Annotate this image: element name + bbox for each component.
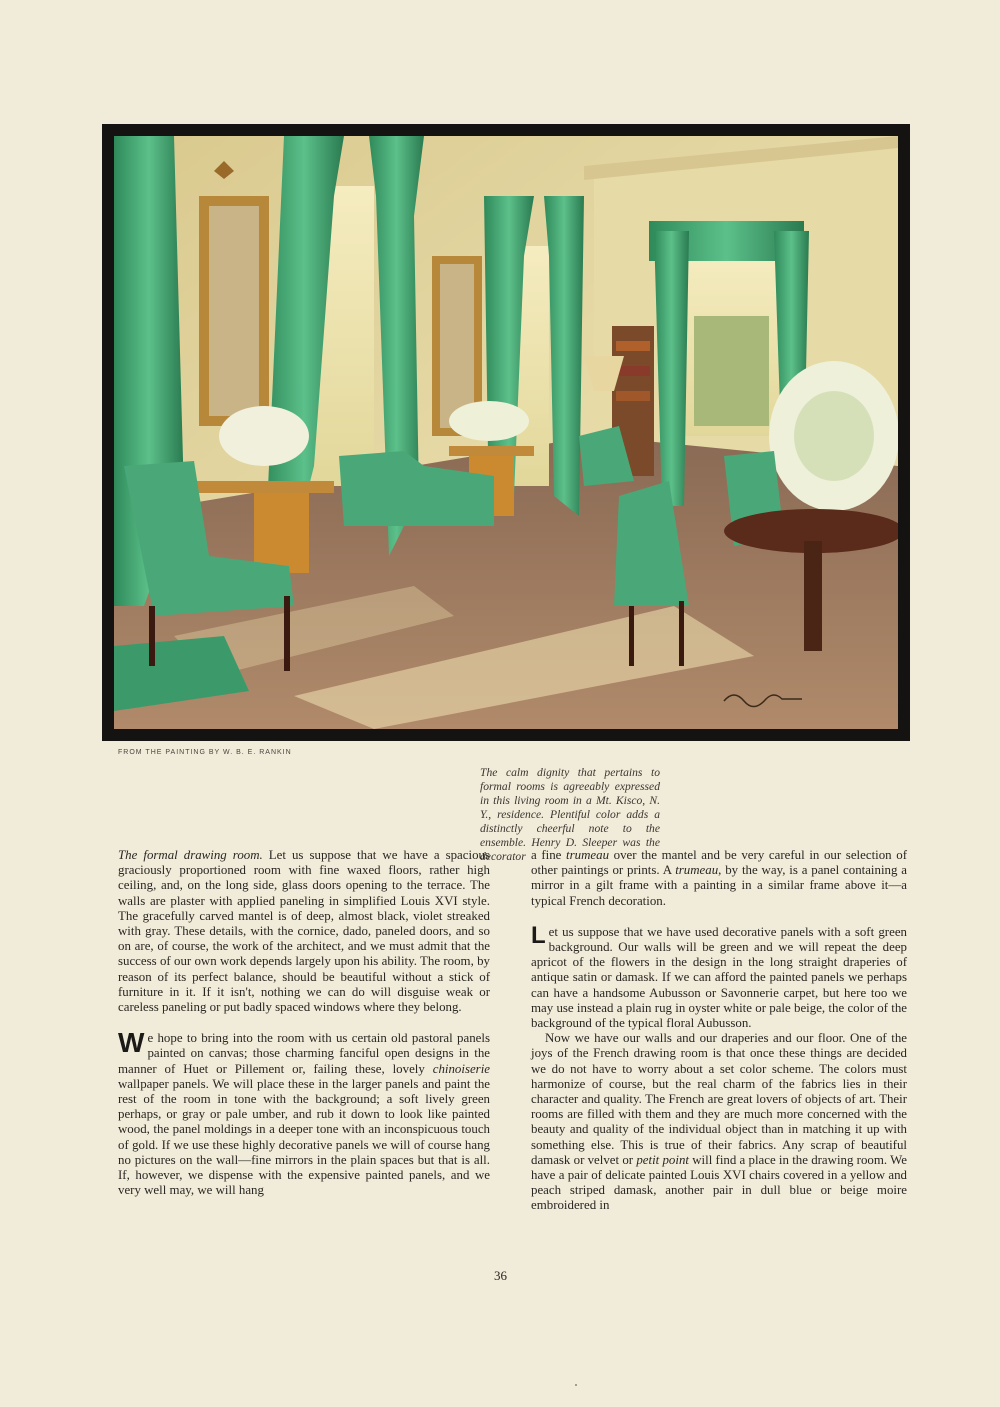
italic-term: chinoiserie (432, 1061, 490, 1076)
paragraph (531, 848, 907, 909)
left-column (118, 848, 490, 1198)
paragraph-text: e hope to bring into the room with us certain old pastoral panels painted on canvas; those charming fanciful open designs in the manner of Huet or Pillement or, failing these, lovely (118, 1031, 490, 1076)
paragraph (118, 848, 490, 1015)
right-column (531, 848, 907, 1214)
paragraph-text: a fine (531, 848, 567, 862)
illustration-frame (102, 124, 910, 741)
illustration-credit: FROM THE PAINTING BY W. B. E. RANKIN (118, 749, 292, 756)
drawing-room-painting (114, 136, 898, 729)
paper-speck (575, 1384, 577, 1386)
paragraph-text: Now we have our walls and our draperies and our floor. One of the joys of the French drawing room is that once these things are decided we do not have to worry about a set color scheme. The colors must harmonize of course, but the real charm of the fabrics lies in their character and quality. The French are great lovers of objects of art. Their rooms are filled with them and they are much more concerned with the beauty and quality of the individual object than in matching it up with something else. This is true of their fabrics. Any scrap of beautiful damask or velvet or (531, 1031, 907, 1167)
drop-cap: W (118, 1027, 145, 1059)
drop-cap: L (531, 921, 546, 949)
paragraph-text: et us suppose that we have used decorative panels with a soft green background. Our walls will be green and we will repeat the deep apricot of the flowers in the design in the long straight draperies of antique satin or damask. If we can afford the painted panels we perhaps can have a handsome Aubusson or Savonnerie carpet, but here too we may use instead a plain rug in oyster white or pale beige, the color of the background of the typical floral Aubusson. (531, 924, 907, 1031)
paragraph-text: wallpaper panels. We will place these in the larger panels and paint the rest of the room in tone with the background; a soft lively green perhaps, or gray or pale umber, and rub it down to look like painted wood, the panel moldings in a deeper tone with an inconspicuous touch of gold. If we use these highly decorative panels we will of course hang no pictures on the wall—fine mirrors in the plain spaces but that is all. If, however, we dispense with the expensive painted panels, and we very well may, we will hang (118, 1076, 490, 1198)
paragraph (531, 1031, 907, 1213)
paragraph-text: , by the way, is a panel containing a mirror in a gilt frame with a painting in a similar frame above it—a typical French decoration. (531, 863, 908, 908)
page-number: 36 (494, 1268, 507, 1283)
paragraph (531, 921, 907, 1031)
paragraph-text: will find a place in the drawing room. We have a pair of delicate painted Louis XVI chairs covered in a yellow and peach striped damask, another pair in dull blue or beige moire embroidered in (531, 1152, 907, 1213)
italic-term: trumeau (566, 848, 610, 862)
italic-term: trumeau (675, 863, 719, 878)
paragraph (118, 1027, 490, 1198)
paragraph-text: Let us suppose that we have a spacious graciously proportioned room with fine waxed floors, rather high ceiling, and, on the long side, glass doors opening to the terrace. The walls are plaster with applied paneling in simplified Louis XVI style. The gracefully carved mantel is of deep, almost black, violet streaked with gray. These details, with the cornice, dado, paneled doors, and so on are, of course, the work of the architect, and we must admit that the success of our own work depends largely upon his ability. The room, by reason of its perfect balance, should be beautiful without a stick of furniture in it. If it isn't, nothing we can do will disguise weak or careless paneling or put badly spaced windows where they belong. (118, 848, 490, 1015)
section-lead-in: The formal drawing room. (118, 848, 263, 862)
italic-term: petit point (636, 1152, 689, 1167)
paragraph-text: over the mantel and be very careful in our selection of other paintings or prints. A (531, 848, 907, 878)
illustration-caption: The calm dignity that pertains to formal rooms is agreeably expressed in this living room in a Mt. Kisco, N. Y., residence. Plentiful color adds a distinctly cheerful note to the ensemble. Henry D. Sleeper was the decorator (480, 766, 660, 863)
